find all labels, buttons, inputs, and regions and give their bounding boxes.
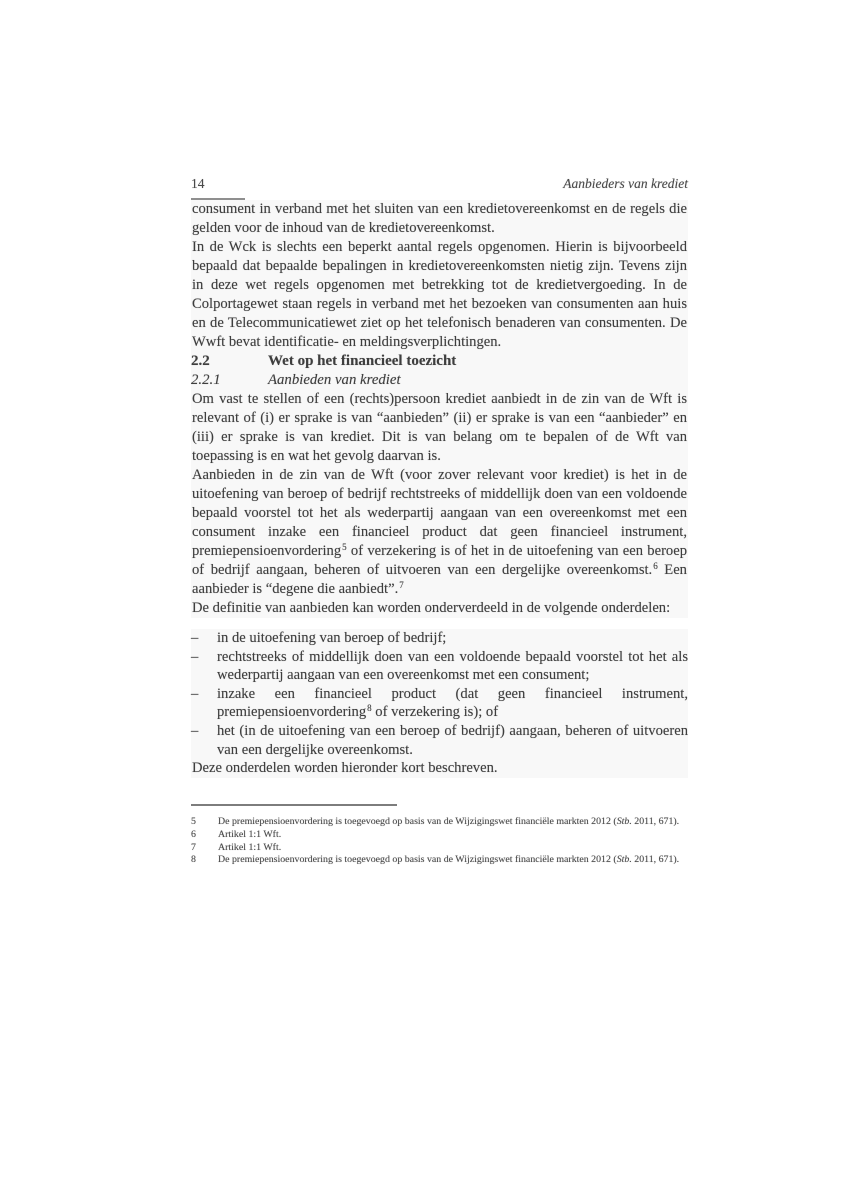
- footnote-text: Artikel 1:1 Wft.: [218, 841, 282, 853]
- footnote-separator: [191, 804, 397, 806]
- footnote: [191, 816, 688, 829]
- footnote-text-segment: 2011, 671).: [631, 816, 680, 828]
- subsection-number: 2.2.1: [191, 372, 221, 388]
- section-number: 2.2: [191, 353, 210, 369]
- footnote-text: [218, 854, 688, 867]
- footnote-text-segment: De premiepensioenvordering is toegevoegd op basis van de Wijzigingswet financiële markten 2012 (: [218, 854, 617, 866]
- paragraph: consument in verband met het sluiten van een kredietovereenkomst en de regels die gelden voor de inhoud van de kredietovereenkomst.: [192, 201, 687, 236]
- bullet-dash: –: [191, 630, 199, 646]
- footnote-ref: 6: [653, 561, 658, 571]
- paragraph-text: Aanbieden in de zin van de Wft (voor zover relevant voor krediet) is het in de uitoefening van beroep of bedrijf rechtstreeks of middellijk doen van een voldoende bepaald voorstel tot het als wederpartij aangaan van een overeenkomst met een consument inzake een financieel product dat geen financieel instrument, premiepensioenvordering: [192, 467, 687, 559]
- footnote-ref: 8: [367, 703, 372, 714]
- page-header: [191, 176, 688, 200]
- bullet-text: in de uitoefening van beroep of bedrijf;: [217, 630, 447, 646]
- paragraph: In de Wck is slechts een beperkt aantal regels opgenomen. Hierin is bijvoorbeeld bepaald dat bepaalde bepalingen in kredietovereenkomsten nietig zijn. Tevens zijn in deze wet regels opgenomen met betrekking tot de kredietvergoeding. In de Colportagewet staan regels in verband met het bezoeken van consumenten aan huis en de Telecommunicatiewet ziet op het telefonisch benaderen van consumenten. De Wwft bevat identificatie- en meldingsverplichtingen.: [192, 239, 687, 350]
- footnote-number: 6: [191, 828, 196, 840]
- bullet-item: [191, 685, 688, 722]
- paragraph: De definitie van aanbieden kan worden onderverdeeld in de volgende onderdelen:: [191, 599, 688, 618]
- section-title: Wet op het financieel toezicht: [268, 353, 457, 369]
- footnote-text: [218, 816, 688, 829]
- page-number-block: [191, 176, 245, 200]
- footnote-ref: 5: [342, 542, 347, 552]
- bullet-item: [191, 629, 688, 648]
- bullet-item: [191, 722, 688, 759]
- footnote-text-segment: 2011, 671).: [631, 854, 680, 866]
- bullet-text: [217, 685, 688, 722]
- text-block: [191, 176, 688, 867]
- footnote-number: 5: [191, 816, 196, 828]
- page-number: 14: [191, 176, 205, 191]
- footnote: [191, 829, 688, 842]
- footnote-number: 8: [191, 854, 196, 866]
- footnote: [191, 842, 688, 855]
- subsection-heading: [191, 371, 688, 390]
- footnote-citation: Stb.: [616, 854, 632, 866]
- footnote: [191, 854, 688, 867]
- paragraph: Deze onderdelen worden hieronder kort beschreven.: [191, 759, 688, 778]
- bullet-dash: –: [191, 685, 199, 702]
- footnote-section: [191, 816, 688, 867]
- paragraph: Om vast te stellen of een (rechts)persoon krediet aanbiedt in de zin van de Wft is relevant of (i) er sprake is van “aanbieden” (ii) er sprake is van een “aanbieder” en (iii) er sprake is van krediet. Dit is van belang om te bepalen of de Wft van toepassing is en wat het gevolg daarvan is.: [192, 391, 687, 464]
- bullet-text-segment: of verzekering is); of: [371, 704, 499, 721]
- running-title: Aanbieders van krediet: [563, 176, 688, 191]
- bullet-dash: –: [191, 722, 199, 739]
- footnote-citation: Stb.: [616, 816, 632, 828]
- footnote-text-segment: De premiepensioenvordering is toegevoegd op basis van de Wijzigingswet financiële markten 2012 (: [218, 816, 617, 828]
- bullet-dash: –: [191, 648, 199, 665]
- bullet-text: het (in de uitoefening van een beroep of bedrijf) aangaan, beheren of uitvoeren van een dergelijke overeenkomst.: [217, 722, 688, 758]
- bullet-text-segment: inzake een financieel product (dat geen financieel instrument, premiepensioenvordering: [217, 685, 688, 721]
- paragraph: [191, 466, 688, 599]
- subsection-title: Aanbieden van krediet: [268, 372, 401, 388]
- section-heading: [191, 352, 688, 371]
- paragraph-text: Een aanbieder is “degene die aanbiedt”.: [192, 562, 687, 597]
- paragraph-text: of verzekering is of het in de uitoefening van een beroep of bedrijf aangaan, beheren of uitvoeren van een dergelijke overeenkomst.: [192, 543, 687, 578]
- bullet-list: [191, 629, 688, 759]
- bullet-text: rechtstreeks of middellijk doen van een voldoende bepaald voorstel tot het als wederpartij aangaan van een overeenkomst met een consument;: [217, 648, 688, 684]
- footnote-number: 7: [191, 841, 196, 853]
- footnote-text: Artikel 1:1 Wft.: [218, 828, 282, 840]
- bullet-item: [191, 648, 688, 685]
- footnote-ref: 7: [399, 580, 404, 590]
